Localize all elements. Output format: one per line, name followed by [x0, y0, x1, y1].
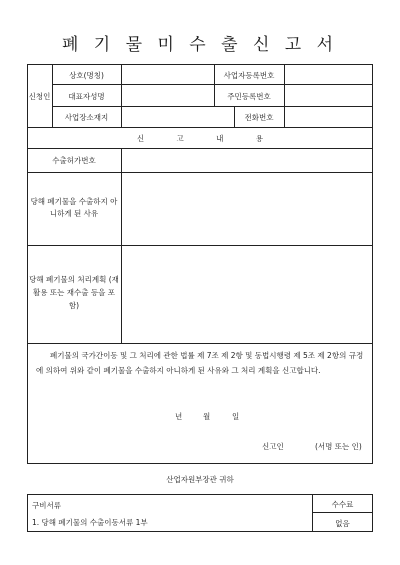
- applicant-label: 신청인: [28, 92, 51, 101]
- row-divider: [27, 343, 373, 344]
- row-divider: [27, 127, 373, 128]
- row-divider: [27, 245, 373, 246]
- fee-value: 없음: [335, 519, 350, 528]
- resident-number-label: 주민등록번호: [227, 92, 271, 101]
- form-frame: [27, 64, 373, 464]
- row-divider: [27, 148, 373, 149]
- reporter-signature: (서명 또는 인): [315, 442, 362, 451]
- date-day: 일: [232, 412, 240, 421]
- plan-label: 당해 폐기물의 처리계획 (재활용 또는 재수출 등을 포함): [29, 275, 119, 310]
- reason-label: 당해 폐기물을 수출하지 아니하게 된 사유: [30, 197, 118, 218]
- reporter-label: 신고인: [262, 442, 284, 451]
- row-divider: [27, 172, 373, 173]
- attachments-label: 구비서류: [32, 501, 61, 510]
- row-divider: [52, 106, 373, 107]
- export-permit-label: 수출허가번호: [52, 156, 96, 165]
- row-divider: [312, 512, 373, 513]
- document-title: 폐 기 물 미 수 출 신 고 서: [61, 35, 339, 55]
- col-divider: [284, 64, 285, 107]
- attachments-item: 1. 당해 폐기물의 수출이동서류 1부: [32, 518, 148, 527]
- representative-label: 대표자성명: [68, 92, 105, 101]
- col-divider: [121, 64, 122, 128]
- address-label: 사업장소재지: [64, 113, 109, 122]
- name-label: 상호(명칭): [69, 71, 104, 80]
- recipient: 산업자원부장관 귀하: [166, 475, 234, 484]
- date-year: 년: [175, 412, 183, 421]
- row-divider: [52, 84, 373, 85]
- biz-reg-label: 사업자등록번호: [223, 71, 275, 80]
- declaration-text: 폐기물의 국가간이동 및 그 처리에 관한 법률 제 7조 제 2항 및 동법시행령 제 5조 제 2항의 규정에 의하여 위와 같이 폐기물을 수출하지 아니하게 된 사유와 그 처리 계획을 신고합니다.: [36, 351, 364, 375]
- phone-label: 전화번호: [244, 113, 274, 122]
- date-month: 월: [203, 412, 211, 421]
- fee-label: 수수료: [331, 500, 354, 509]
- report-header: 신 고 내 용: [136, 134, 264, 143]
- col-divider: [284, 106, 285, 127]
- col-divider: [121, 148, 122, 343]
